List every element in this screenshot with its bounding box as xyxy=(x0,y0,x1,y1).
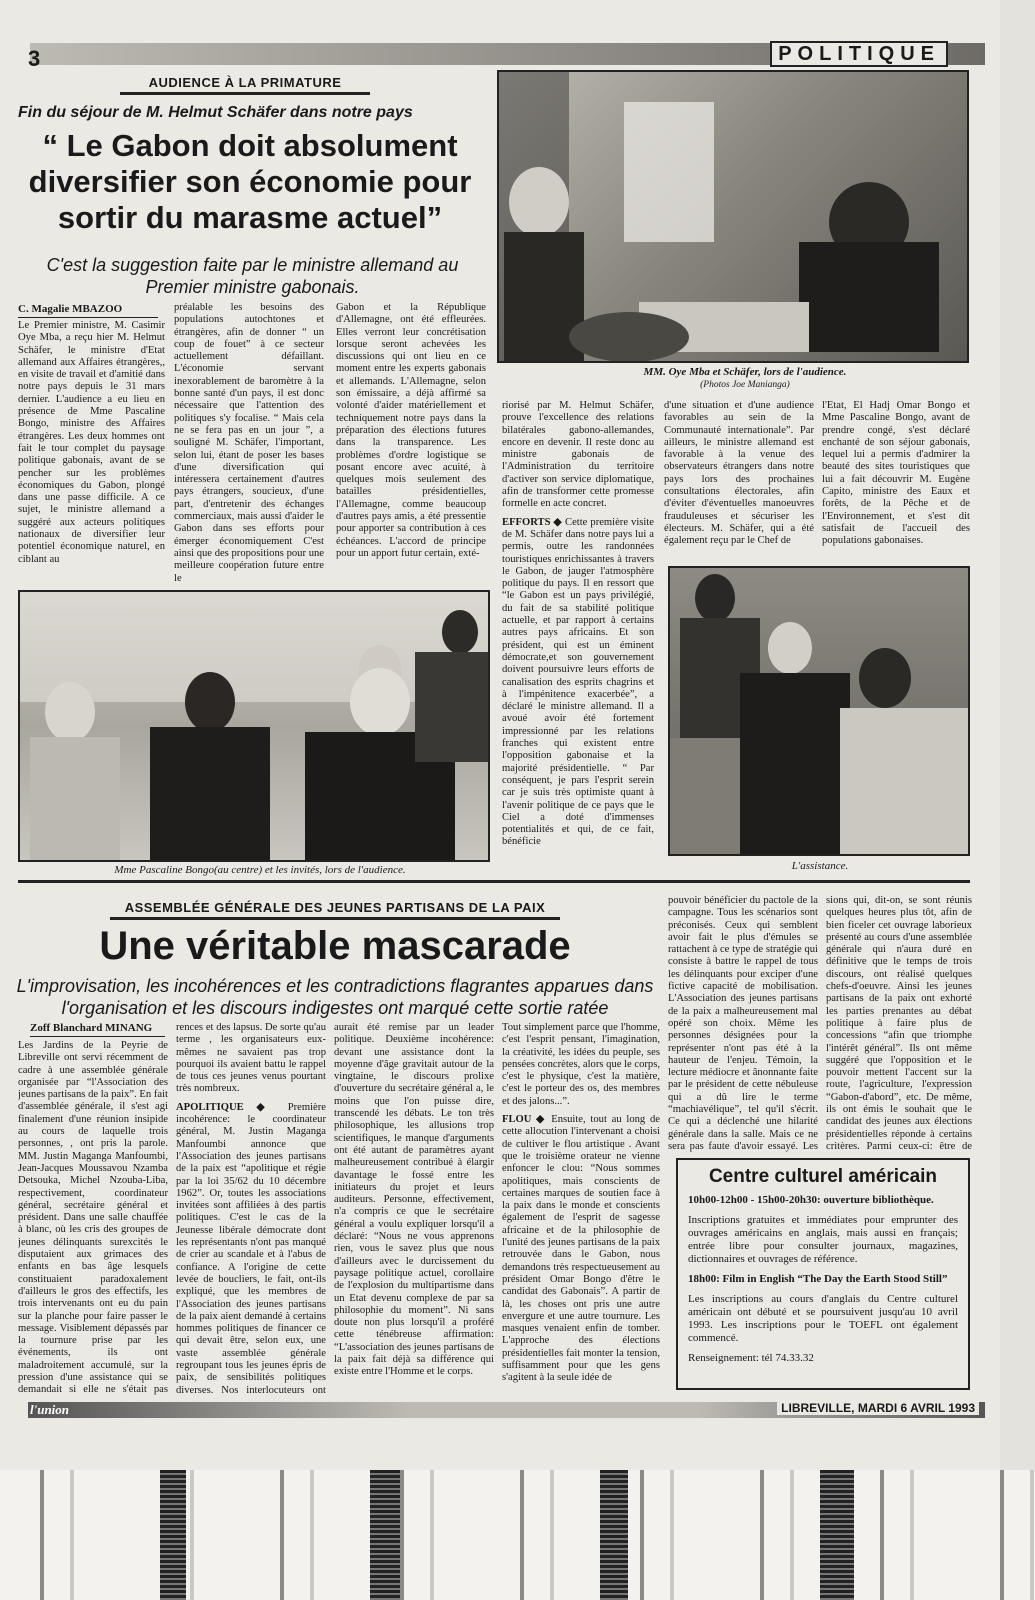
article1-col4b-text: Cette première visite de M. Schäfer dans notre pays lui a permis, outre les randonnées touristiques enrichissantes à travers le Gabon, de jauger l'atmosphère politique du pays. Il en ressort que “le Gabon est un pays privilégié, du fait de sa stabilité politique actuelle, et par rapport à certains autres pays africains. Et son président, qui est un éminent démocrate,et son gouvernement doivent poursuivre leurs efforts de canalisation des esprits chagrins et à l'impénitence exacerbée”, a déclaré le ministre allemand. Il a avoué avoir été fortement impressionné par les relations franches qui existent entre l'opposition gabonaise et la majorité présidentielle. “ Par conséquent, je pars l'esprit serein car je suis très optimiste quant à l'avenir politique de ce pays que le Ciel a doté d'immenses potentialités et qui, de ce fait, bénéficie xyxy=(502,516,654,848)
scan-mark xyxy=(820,1470,854,1600)
box-film: 18h00: Film in English “The Day the Earth Stood Still” xyxy=(688,1273,948,1285)
box-inscriptions: Inscriptions gratuites et immédiates pour emprunter des ouvrages américains en anglais, mais aussi en français; entrée libre pour consulter journaux, magazines, dictionnaires et ouvrages de référence. xyxy=(688,1214,958,1265)
photo3-caption: L'assistance. xyxy=(791,860,849,872)
article2-deck: L'improvisation, les incohérences et les contradictions flagrantes apparues dans l'organisation et les discours indigestes ont marqué cette sortie ratée xyxy=(16,976,654,1018)
article2-col1 xyxy=(18,1040,168,1398)
article1-col1-text: Le Premier ministre, M. Casimir Oye Mba, a reçu hier M. Helmut Schäfer, le ministre d'Etat allemand aux Affaires étrangères,, en visite de travail et d'amitié dans notre pays depuis le 31 mars dernier. L'audience a eu lieu en présence de Mme Pascaline Bongo, ministre des Affaires étrangères. Les deux hommes ont fait le tour complet du paysage politique gabonais, avant de se pencher sur les problèmes économiques du Gabon, plongé dans une passe difficile. A ce sujet, le ministre allemand a suggéré aux acteurs politiques nationaux de diversifier leur potentiel économique naturel, en ciblant au xyxy=(18,320,165,565)
apolitique-label: APOLITIQUE ◆ xyxy=(176,1101,275,1113)
article1-byline: C. Magalie MBAZOO xyxy=(18,303,158,318)
issue-date: LIBREVILLE, MARDI 6 AVRIL 1993 xyxy=(777,1401,979,1415)
article1-deck: C'est la suggestion faite par le ministre allemand au Premier ministre gabonais. xyxy=(46,255,459,297)
scan-mark xyxy=(160,1470,186,1600)
article2-col3 xyxy=(334,1022,494,1398)
article2-col4b-text: Ensuite, tout au long de cette allocution l'intervenant a choisi de cultiver le flou artistique . Avant que le troisième orateur ne vienne enfoncer le clou: “Nous sommes apolitiques, mais conscients de certaines marques de soutien face à la paix dans le monde et conscients également de l'esprit de sagesse africaine et de la philosophie de l'unité des jeunes partisans de la paix retrouvée dans le Gabon, nous demandons très respectueusement au président Omar Bongo d'être le candidat des Gabonais”. A partir de là, les choses ont pris une autre envergure et une autre tournure. Les masques venaient enfin de tomber. L'approche des élections présidentielles fait monter la tension, suffisamment pour que les gens s'agitent à la seule idée de xyxy=(502,1114,660,1384)
article2-col5-text: pouvoir bénéficier du pactole de la campagne. Tous les scénarios sont préconisés. Ceux qui semblent avoir fait le plus d'émules se rattachent à ce type de stratégie qui consiste à battre le rappel de tous les délinquants pour exciper d'une fictive capacité de mobilisation. L'Association des jeunes partisans de la paix a malheureusement mal opéré son choix. Même les personnes désignées pour la représenter n'ont pas été à la hauteur de l'enjeu. Témoin, la lecture médiocre et ânonnante faite par le président de cette nébuleuse qui a dû lire le terme “machiavélique”, tel qu'il s'écrit. Ce qui a déclenché une hilarité générale dans la salle. Mais ce ne sera pas faute d'avoir essayé. Les xyxy=(668,895,818,1152)
scan-artifact-strip xyxy=(0,1470,1035,1600)
box-hours: 10h00-12h00 - 15h00-20h30: ouverture bibliothèque. xyxy=(688,1194,934,1206)
photo-pascaline-image xyxy=(20,592,490,862)
efforts-label: EFFORTS ◆ xyxy=(502,516,563,528)
article2-col1-text: Les Jardins de la Peyrie de Libreville ont servi récemment de cadre à une assemblée générale organisée par “l'Association des jeunes partisans de la paix”. En fait d'assemblée générale, il s'est agi finalement d'une réunion insipide au cours de laquelle trois personnes, , ont pris la parole. MM. Justin Maganga Manfoumbi, Jean-Jacques Moussavou Nzamba Detsouka, Michel Nzouba-Liba, respectivement, coordinateur général, secrétaire général et président. Dans une salle chauffée à blanc, où les cris des groupes de jeunes délinquants surexcités le disputaient aux grimaces des enfants en bas âge lesquels constituaient paradoxalement d'ailleurs le gros des effectifs, les trois intervenants ont eu du pain sur la planche pour faire passer le message. Visiblement dépassés par la tournure prise par les événements, ils ont maladroitement accumulé, sur la pression d'une assistance qui se demandait si elle ne s'était pas xyxy=(18,1040,168,1396)
box-title: Centre culturel américain xyxy=(708,1166,938,1187)
page-number: 3 xyxy=(28,46,41,71)
photo-audience-oye-mba-schafer xyxy=(497,70,969,363)
article1-col3-text: Gabon et la République d'Allemagne, ont été effleurées. Elles verront leur concrétisation lorsque seront achevées les discussions qui ont lieu en ce moment entre les experts gabonais et allemands. L'Allemagne, selon son émissaire, a déjà affirmé sa volonté d'aider matériellement et techniquement notre pays dans la préparation des élections futures dans la transparence. Les problèmes d'ordre logistique se posant encore avec acuité, à quelques mois seulement des batailles présidentielles, l'Allemagne, comme beaucoup d'autres pays amis, a été pressentie pour apporter sa contribution à ces échéances. L'accord de principe pour un apport futur certain, exté- xyxy=(336,302,486,559)
article1-col4-text: riorisé par M. Helmut Schäfer, prouve l'excellence des relations bilatérales gabono-allemandes, encore en devenir. Il reste donc au ministre gabonais de l'Administration du territoire d'activer son service diplomatique, afin de transformer cette promesse formelle en acte concret. xyxy=(502,400,654,510)
article1-col1 xyxy=(18,320,165,582)
photo2-caption: Mme Pascaline Bongo(au centre) et les invités, lors de l'audience. xyxy=(114,864,406,876)
section-title: POLITIQUE xyxy=(770,41,948,67)
article2-col2b-text: Première incohérence: le coordinateur général, M. Justin Maganga Manfoumbi annonce que l'Association des jeunes partisans de la paix est “apolitique et régie par la loi 35/62 du 10 décembre 1962”. Or, toutes les associations invitées sont affiliées à des partis politiques. C'est le cas de la Jeunesse libérale démocrate dont les représentants n'ont pas manqué de crier au scandale et à l'abus de confiance. A l'origine de cette levée de boucliers, le fait, ont-ils expliqué, que les membres de l'Association des jeunes partisans de la paix aient demandé à certains hommes politiques de financer ce qui devait être, selon eux, une vaste assemblée générale regroupant tous les jeunes épris de paix, de sensibilités politiques diverses. Nos interlocuteurs ont xyxy=(176,1101,326,1396)
photo-pascaline-bongo xyxy=(18,590,490,862)
photo-assistance xyxy=(668,566,970,856)
newspaper-brand: l'union xyxy=(30,1402,70,1417)
article2-headline: Une véritable mascarade xyxy=(99,924,571,968)
photo-credit: (Photos Joe Maniangа) xyxy=(700,380,790,390)
article2-kicker: ASSEMBLÉE GÉNÉRALE DES JEUNES PARTISANS DE LA PAIX xyxy=(110,900,560,920)
centre-culturel-box xyxy=(676,1158,970,1390)
article2-col4-text: Tout simplement parce que l'homme, c'est l'esprit pensant, l'imagination, la créativité, les idées du peuple, ses pensées concrètes, alors que le corps, c'est le physique, c'est la matière, c'est le porteur des os, des membres et des jalons...”. xyxy=(502,1022,660,1107)
scan-mark xyxy=(600,1470,628,1600)
article2-col6-text: sions qui, dit-on, se sont réunis quelques heures plus tôt, afin de bien ficeler cet ouvrage laborieux présenté au cours d'une assemblée générale qui n'aura duré en définitive que le temps de trois discours, ont réalisé quelques chefs-d'oeuvre. Ainsi les jeunes partisans de la paix ont exhorté les parties prenantes au débat politique à faire plus de concessions “afin que triomphe l'intérêt général”. Ils ont même suggéré que l'opposition et le pouvoir mettent l'accent sur la route, l'agriculture, l'expression “Gabon-d'abord”, etc. De même, ils ont émis le souhait que le candidat des jeunes aux élections présidentielles réponde à certains critères. Parmi ceux-ci: être de xyxy=(826,895,972,1152)
article1-kicker: AUDIENCE À LA PRIMATURE xyxy=(120,75,370,95)
article2-col5 xyxy=(668,895,818,1153)
article1-col6-text: l'Etat, El Hadj Omar Bongo et Mme Pascaline Bongo, avant de prendre congé, s'est déclaré enchanté de son séjour gabonais, lequel lui a permis d'admirer la beauté des sites touristiques que lui a fait découvrir M. Eugène Capito, ministre des Eaux et forêts, de la Pêche et de l'Environnement, et s'est dit satisfait de l'accueil des populations gabonaises. xyxy=(822,400,970,547)
article1-col3 xyxy=(336,302,486,582)
article2-col3-text: aurait été remise par un leader politique. Deuxième incohérence: devant une assistance dont la moyenne d'âge gravitait autour de la vingtaine, le discours prolixe d'ouverture du secrétaire général a, le moins que l'on puisse dire, transcendé les débats. Le ton très philosophique, les allusions trop scientifiques, le manque d'arguments ont été autant de paramètres ayant malheureusement contribué à élargir davantage le fossé entre les initiateurs du projet et leurs auditeurs. Personne, effectivement, n'a compris ce que le secrétaire général a voulu expliquer lorsqu'il a déclaré: “Nous ne vous apprenons rien, vous le savez plus que nous d'ailleurs avec le durcissement du paysage politique actuel, corollaire de l'explosion du multipartisme dans un Etat devenu complexe de par sa philosophie du moment”. Ni sans doute non plus lorsqu'il a proféré cette ténébreuse affirmation: “L'association des jeunes partisans de la paix fait déjà sa différence qui existe entre l'Homme et le corps. xyxy=(334,1022,494,1378)
flou-label: FLOU ◆ xyxy=(502,1114,547,1126)
photo-assistance-image xyxy=(670,568,970,856)
footer-bar xyxy=(28,1402,985,1418)
article1-col5-text: d'une situation et d'une audience favorables au sein de la Communauté internationale”. Par ailleurs, le ministre allemand est favorable à la venue des observateurs étrangers dans notre pays lors des prochaines consultations électorales, afin d'éviter d'éventuelles manoeuvres frauduleuses et sécuriser les électeurs. M. Schäfer, qui a été également reçu par le Chef de xyxy=(664,400,814,547)
article1-col4 xyxy=(502,400,654,860)
section-divider xyxy=(18,880,970,883)
article1-col2 xyxy=(174,302,324,582)
photo1-caption: MM. Oye Mba et Schäfer, lors de l'audience. xyxy=(643,366,847,378)
article2-col4 xyxy=(502,1022,660,1398)
article1-headline: “ Le Gabon doit absolument diversifier son économie pour sortir du marasme actuel” xyxy=(28,128,472,235)
box-english-courses: Les inscriptions au cours d'anglais du Centre culturel américain ont débuté et se poursuivent jusqu'au 10 avril 1993. Les inscriptions pour le TOEFL ont également commencé. xyxy=(688,1293,958,1344)
scan-mark xyxy=(370,1470,400,1600)
article1-subhead: Fin du séjour de M. Helmut Schäfer dans notre pays xyxy=(18,104,413,121)
article1-col5 xyxy=(664,400,814,560)
article2-col2 xyxy=(176,1022,326,1398)
article2-byline: Zoff Blanchard MINANG xyxy=(30,1022,165,1037)
article1-col2-text: préalable les besoins des populations autochtones et étrangères, afin de donner “ un coup de fouet” à ce secteur actuellement défaillant. L'économie servant inexorablement de baromètre à la bonne santé d'un pays, il est donc nécessaire que l'attention des politiques s'y focalise. “ Mais cela ne se fera pas en un jour ”, a souligné M. Schäfer, l'important, selon lui, étant de poser les bases d'une diversification qui intéressera certainement d'autres pays étrangers, soucieux, d'une part, d'entretenir des échanges commerciaux, mais aussi d'aider le Gabon dans ses efforts pour émerger économiquement C'est ainsi que des propositions pour une meilleure coopération future entre le xyxy=(174,302,324,582)
box-contact: Renseignement: tél 74.33.32 xyxy=(688,1352,814,1364)
article2-col6 xyxy=(826,895,972,1153)
photo-audience-image xyxy=(499,72,969,363)
article1-col6 xyxy=(822,400,970,560)
article2-col2-text: rences et des lapsus. De sorte qu'au terme , les organisateurs eux-mêmes ne savaient pas trop pourquoi ils avaient battu le rappel de tous ces jeunes venus pourtant très nombreux. xyxy=(176,1022,326,1095)
